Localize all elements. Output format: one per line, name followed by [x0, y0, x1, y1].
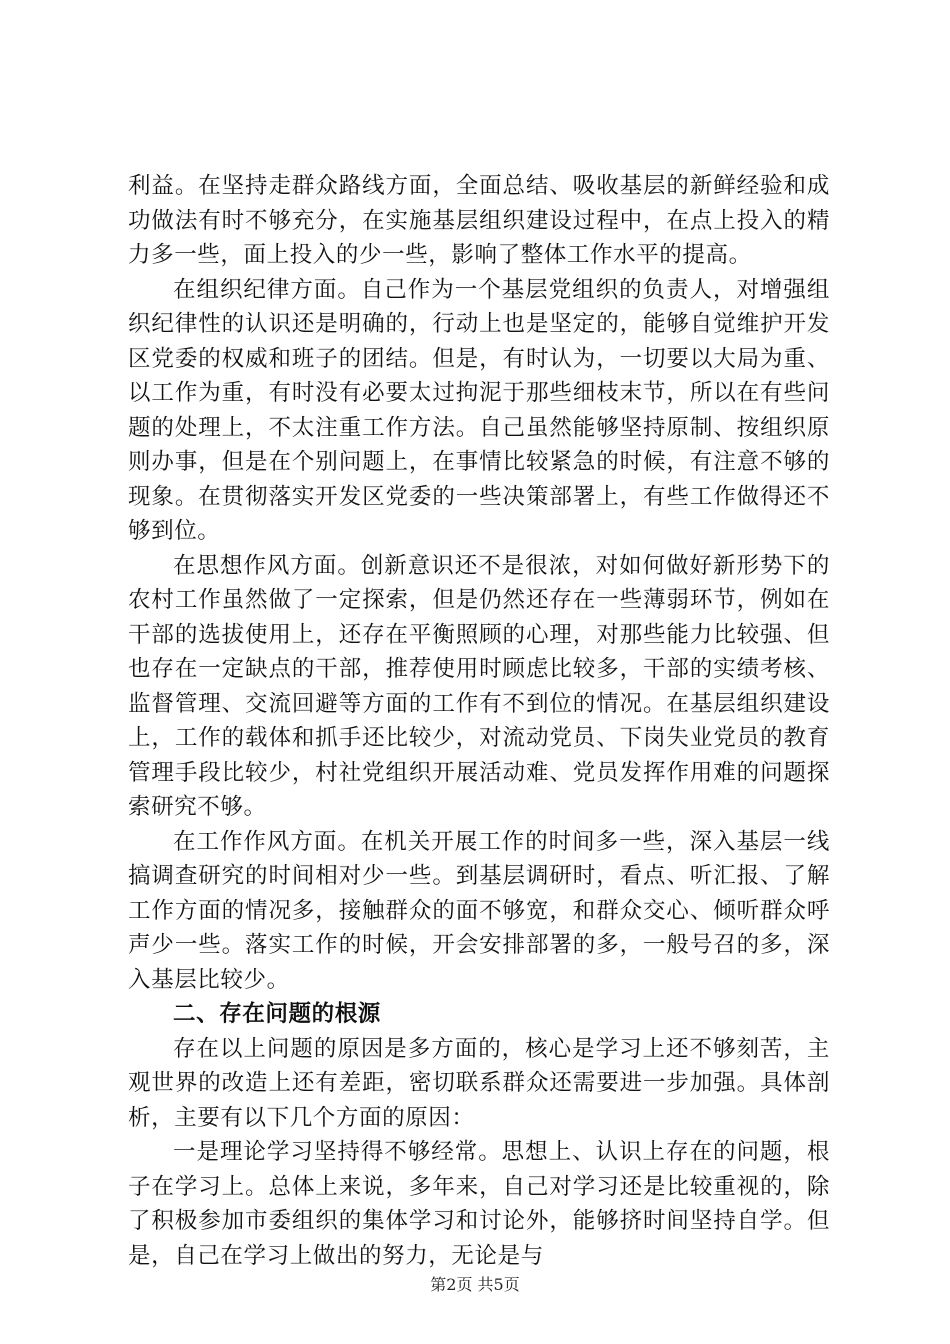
document-body: [128, 169, 830, 1273]
section-heading: 二、存在问题的根源: [173, 1001, 381, 1027]
paragraph-causes-intro: 存在以上问题的原因是多方面的，核心是学习上还不够刻苦，主观世界的改造上还有差距，密切联系群众还需要进一步加强。具体剖析，主要有以下几个方面的原因：: [128, 1035, 830, 1131]
paragraph-work-style: 在工作作风方面。在机关开展工作的时间多一些，深入基层一线搞调查研究的时间相对少一些。到基层调研时，看点、听汇报、了解工作方面的情况多，接触群众的面不够宽，和群众交心、倾听群众呼声少一些。落实工作的时候，开会安排部署的多，一般号召的多，深入基层比较少。: [128, 828, 830, 993]
paragraph-organization-discipline: 在组织纪律方面。自己作为一个基层党组织的负责人，对增强组织纪律性的认识还是明确的，行动上也是坚定的，能够自觉维护开发区党委的权威和班子的团结。但是，有时认为，一切要以大局为重、以工作为重，有时没有必要太过拘泥于那些细枝末节，所以在有些问题的处理上，不太注重工作方法。自己虽然能够坚持原制、按组织原则办事，但是在个别问题上，在事情比较紧急的时候，有注意不够的现象。在贯彻落实开发区党委的一些决策部署上，有些工作做得还不够到位。: [128, 276, 830, 544]
page-number-footer: 第2页 共5页: [430, 1275, 520, 1294]
paragraph-thought-style: 在思想作风方面。创新意识还不是很浓，对如何做好新形势下的农村工作虽然做了一定探索，但是仍然还存在一些薄弱环节，例如在干部的选拔使用上，还存在平衡照顾的心理，对那些能力比较强、但也存在一定缺点的干部，推荐使用时顾虑比较多，干部的实绩考核、监督管理、交流回避等方面的工作有不到位的情况。在基层组织建设上，工作的载体和抓手还比较少，对流动党员、下岗失业党员的教育管理手段比较少，村社党组织开展活动难、党员发挥作用难的问题探索研究不够。: [128, 552, 830, 820]
paragraph-continued: 利益。在坚持走群众路线方面，全面总结、吸收基层的新鲜经验和成功做法有时不够充分，在实施基层组织建设过程中，在点上投入的精力多一些，面上投入的少一些，影响了整体工作水平的提高。: [128, 173, 830, 268]
paragraph-theory-study: 一是理论学习坚持得不够经常。思想上、认识上存在的问题，根子在学习上。总体上来说，多年来，自己对学习还是比较重视的，除了积极参加市委组织的集体学习和讨论外，能够挤时间坚持自学。但是，自己在学习上做出的努力，无论是与: [128, 1139, 830, 1269]
